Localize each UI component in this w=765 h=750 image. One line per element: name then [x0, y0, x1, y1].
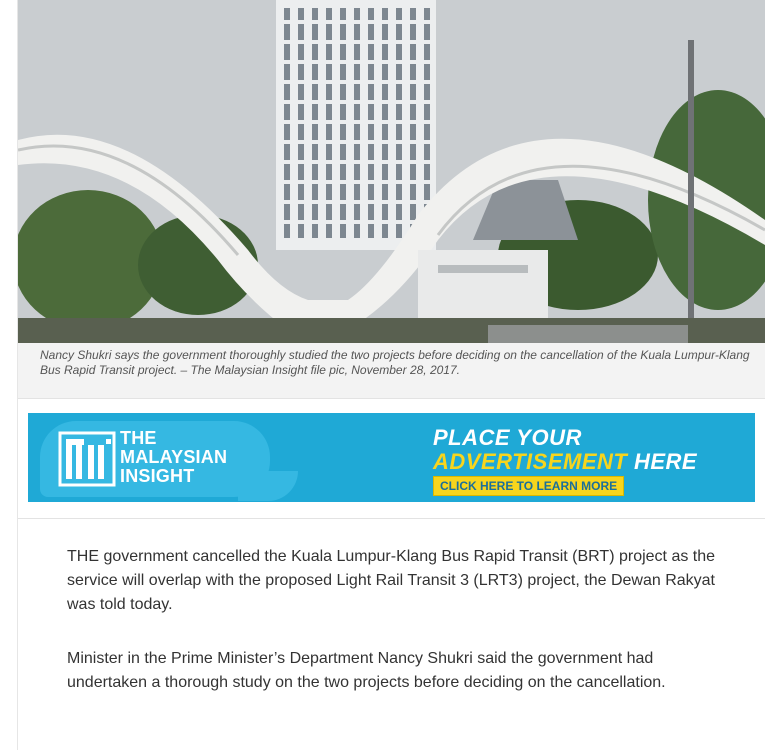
- ad-brand-name: [120, 429, 227, 486]
- ad-speech-bubble-tail: [238, 471, 298, 501]
- advertisement-banner[interactable]: [28, 413, 755, 502]
- ad-headline-rest: HERE: [627, 449, 698, 474]
- photo-caption: Nancy Shukri says the government thoroughly studied the two projects before deciding on the cancellation of the Kuala Lumpur-Klang Bus Rapid Transit project. – The Malaysian Insight file pic, November 28, 2017.: [40, 348, 750, 377]
- ad-headline-highlight: ADVERTISEMENT: [433, 449, 628, 474]
- ad-brand-line: THE: [120, 428, 157, 448]
- ad-headline-line1: PLACE YOUR: [433, 425, 582, 450]
- article-photo: [18, 0, 765, 343]
- article-paragraph: THE government cancelled the Kuala Lumpur-Klang Bus Rapid Transit (BRT) project as the service will overlap with the proposed Light Rail Transit 3 (LRT3) project, the Dewan Rakyat was told today.: [67, 548, 716, 613]
- tmi-logo-icon: [58, 429, 116, 487]
- section-divider: [18, 518, 765, 519]
- ad-brand-line: MALAYSIAN: [120, 447, 228, 467]
- article-paragraph: Minister in the Prime Minister’s Department Nancy Shukri said the government had undertaken a thorough study on the two projects before deciding on the cancellation.: [67, 650, 666, 691]
- article-body: [67, 545, 717, 725]
- ad-learn-more-button[interactable]: CLICK HERE TO LEARN MORE: [433, 476, 624, 496]
- ad-headline-line2: [433, 449, 697, 475]
- ad-brand-line: INSIGHT: [120, 466, 195, 486]
